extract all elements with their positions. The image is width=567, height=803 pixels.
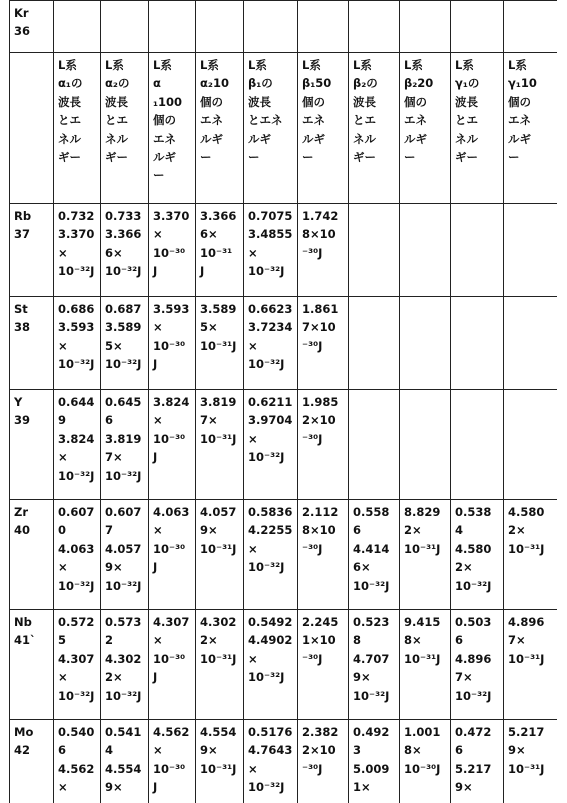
document-page — [9, 0, 557, 803]
empty-cell — [504, 1, 558, 53]
value-cell: 0.558 6 4.414 6× 10⁻³²J — [349, 500, 400, 610]
column-header: L系 β₁50 個の エネ ルギ ー — [298, 53, 349, 204]
value-cell: 3.819 7× 10⁻³¹J — [196, 390, 244, 500]
table-row — [10, 720, 558, 803]
table-row — [10, 297, 558, 390]
value-cell: 1.001 8× 10⁻³⁰J — [400, 720, 451, 803]
empty-cell — [54, 1, 101, 53]
value-cell: 0.733 3.366 6× 10⁻³²J — [101, 204, 149, 297]
table-row — [10, 390, 558, 500]
value-cell — [349, 204, 400, 297]
value-cell: 0.540 6 4.562 × — [54, 720, 101, 803]
value-cell — [349, 297, 400, 390]
value-cell: 0.472 6 5.217 9× — [451, 720, 504, 803]
value-cell: 2.382 2×10 ⁻³⁰J — [298, 720, 349, 803]
table-row — [10, 500, 558, 610]
value-cell: 3.366 6× 10⁻³¹ J — [196, 204, 244, 297]
empty-cell — [196, 1, 244, 53]
column-header: L系 γ₁の 波長 とエ ネル ギー — [451, 53, 504, 204]
empty-cell — [10, 53, 54, 204]
column-header: L系 α ₁100 個の エネ ルギ ー — [149, 53, 196, 204]
column-header: L系 α₂10 個の エネ ルギ ー — [196, 53, 244, 204]
value-cell: 1.742 8×10 ⁻³⁰J — [298, 204, 349, 297]
empty-cell — [149, 1, 196, 53]
element-cell: Mo 42 — [10, 720, 54, 803]
value-cell — [504, 204, 558, 297]
value-cell — [451, 297, 504, 390]
table-row — [10, 1, 558, 53]
value-cell: 0.7075 3.4855 × 10⁻³²J — [244, 204, 298, 297]
x-ray-energy-table — [9, 0, 557, 803]
value-cell: 4.554 9× 10⁻³¹J — [196, 720, 244, 803]
value-cell: 1.861 7×10 ⁻³⁰J — [298, 297, 349, 390]
value-cell: 4.307 × 10⁻³⁰ J — [149, 610, 196, 720]
value-cell: 4.580 2× 10⁻³¹J — [504, 500, 558, 610]
value-cell: 0.5176 4.7643 × 10⁻³²J — [244, 720, 298, 803]
value-cell: 0.541 4 4.554 9× — [101, 720, 149, 803]
element-cell: Zr 40 — [10, 500, 54, 610]
value-cell — [451, 390, 504, 500]
value-cell — [504, 297, 558, 390]
value-cell: 0.503 6 4.896 7× 10⁻³²J — [451, 610, 504, 720]
corner-element-cell: Kr 36 — [10, 1, 54, 53]
element-cell: Nb 41` — [10, 610, 54, 720]
column-header: L系 α₂の 波長 とエ ネル ギー — [101, 53, 149, 204]
value-cell: 8.829 2× 10⁻³¹J — [400, 500, 451, 610]
value-cell: 0.573 2 4.302 2× 10⁻³²J — [101, 610, 149, 720]
value-cell: 0.6211 3.9704 × 10⁻³²J — [244, 390, 298, 500]
value-cell: 0.645 6 3.819 7× 10⁻³²J — [101, 390, 149, 500]
column-header: L系 α₁の 波長 とエ ネル ギー — [54, 53, 101, 204]
column-header: L系 β₂の 波長 とエ ネル ギー — [349, 53, 400, 204]
empty-cell — [244, 1, 298, 53]
value-cell — [349, 390, 400, 500]
value-cell — [400, 297, 451, 390]
value-cell: 4.302 2× 10⁻³¹J — [196, 610, 244, 720]
value-cell: 9.415 8× 10⁻³¹J — [400, 610, 451, 720]
empty-cell — [298, 1, 349, 53]
value-cell — [504, 390, 558, 500]
value-cell: 0.5492 4.4902 × 10⁻³²J — [244, 610, 298, 720]
value-cell: 0.538 4 4.580 2× 10⁻³²J — [451, 500, 504, 610]
value-cell: 0.523 8 4.707 9× 10⁻³²J — [349, 610, 400, 720]
value-cell: 1.985 2×10 ⁻³⁰J — [298, 390, 349, 500]
value-cell: 0.644 9 3.824 × 10⁻³²J — [54, 390, 101, 500]
column-header: L系 β₁の 波長 とエネ ルギ ー — [244, 53, 298, 204]
value-cell: 0.687 3.589 5× 10⁻³²J — [101, 297, 149, 390]
table-row — [10, 204, 558, 297]
empty-cell — [451, 1, 504, 53]
value-cell: 2.112 8×10 ⁻³⁰J — [298, 500, 349, 610]
value-cell: 4.057 9× 10⁻³¹J — [196, 500, 244, 610]
value-cell: 2.245 1×10 ⁻³⁰J — [298, 610, 349, 720]
value-cell: 4.896 7× 10⁻³¹J — [504, 610, 558, 720]
empty-cell — [349, 1, 400, 53]
value-cell: 0.572 5 4.307 × 10⁻³²J — [54, 610, 101, 720]
empty-cell — [400, 1, 451, 53]
element-cell: Y 39 — [10, 390, 54, 500]
value-cell: 4.562 × 10⁻³⁰ J — [149, 720, 196, 803]
value-cell: 0.686 3.593 × 10⁻³²J — [54, 297, 101, 390]
empty-cell — [101, 1, 149, 53]
column-header: L系 β₂20 個の エネ ルギ ー — [400, 53, 451, 204]
value-cell: 3.824 × 10⁻³⁰ J — [149, 390, 196, 500]
header-row — [10, 53, 558, 204]
value-cell: 3.370 × 10⁻³⁰ J — [149, 204, 196, 297]
element-cell: Rb 37 — [10, 204, 54, 297]
value-cell: 0.6623 3.7234 × 10⁻³²J — [244, 297, 298, 390]
value-cell: 0.492 3 5.009 1× — [349, 720, 400, 803]
value-cell — [451, 204, 504, 297]
value-cell: 0.607 7 4.057 9× 10⁻³²J — [101, 500, 149, 610]
value-cell: 4.063 × 10⁻³⁰ J — [149, 500, 196, 610]
value-cell: 0.732 3.370 × 10⁻³²J — [54, 204, 101, 297]
element-cell: St 38 — [10, 297, 54, 390]
value-cell: 0.5836 4.2255 × 10⁻³²J — [244, 500, 298, 610]
value-cell — [400, 390, 451, 500]
value-cell: 3.589 5× 10⁻³¹J — [196, 297, 244, 390]
table-row — [10, 610, 558, 720]
value-cell — [400, 204, 451, 297]
value-cell: 5.217 9× 10⁻³¹J — [504, 720, 558, 803]
column-header: L系 γ₁10 個の エネ ルギ ー — [504, 53, 558, 204]
value-cell: 0.607 0 4.063 × 10⁻³²J — [54, 500, 101, 610]
value-cell: 3.593 × 10⁻³⁰ J — [149, 297, 196, 390]
